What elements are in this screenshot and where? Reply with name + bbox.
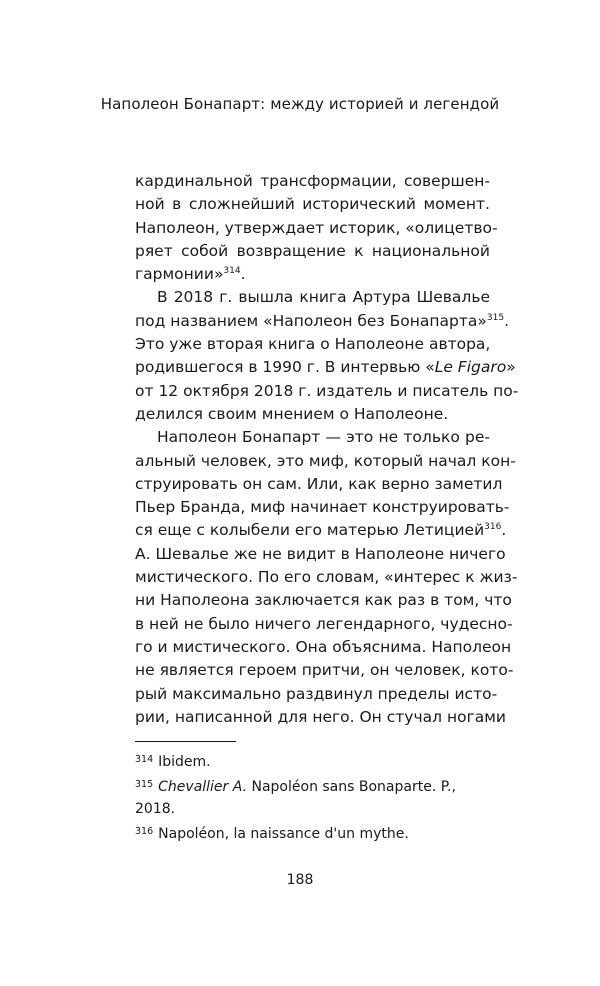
text-line: мистического. По его словам, «интерес к жиз- [135, 568, 518, 587]
footnote-text: Napoléon, la naissance d'un mythe. [158, 826, 409, 842]
text-line: альный человек, это миф, который начал кон- [135, 451, 516, 470]
text-line: Это уже вторая книга о Наполеоне автора, [135, 335, 491, 354]
text-line: в ней не было ничего легендарного, чудесно- [135, 614, 513, 633]
text-line [135, 519, 507, 542]
text-line: В 2018 г. вышла книга Артура Шевалье [157, 288, 490, 307]
text-line: А. Шевалье же не видит в Наполеоне ничего [135, 544, 506, 563]
text-line [135, 356, 516, 379]
footnote-316 [135, 823, 490, 845]
footnote-divider [135, 741, 236, 742]
footnote-number: 315 [135, 779, 154, 790]
newspaper-title: Le Figaro [434, 358, 507, 377]
text-line: от 12 октября 2018 г. издатель и писатель по- [135, 381, 519, 400]
text-line: не является героем притчи, он человек, кото- [135, 661, 514, 680]
text-fragment: гармонии» [135, 265, 224, 284]
text-line: ной в сложнейший исторический момент. [135, 195, 490, 214]
page-number: 188 [286, 872, 314, 888]
running-title: Наполеон Бонапарт: между историей и легендой [100, 95, 500, 113]
footnote-314 [135, 751, 490, 773]
period: . [240, 265, 246, 284]
text-fragment: ся еще с колыбели его матерью Летицией [135, 521, 485, 540]
text-line [135, 310, 509, 333]
footnote-text: Napoléon sans Bonaparte. P., [247, 779, 456, 795]
footnote-text: 2018. [135, 801, 176, 817]
footnote-author: Chevallier A. [158, 779, 248, 795]
footnotes [135, 751, 490, 845]
footnote-ref-316: 316 [484, 522, 502, 533]
text-fragment: » [506, 358, 516, 377]
text-line: Наполеон Бонапарт — это не только ре- [157, 428, 490, 447]
text-fragment: под названием «Наполеон без Бонапарта» [135, 311, 487, 330]
period: . [501, 521, 507, 540]
text-line: Пьер Бранда, миф начинает конструировать- [135, 498, 510, 517]
period: . [504, 311, 509, 330]
footnote-315 [135, 776, 490, 820]
text-line [135, 263, 490, 286]
text-line: делился своим мнением о Наполеоне. [135, 404, 449, 423]
footnote-text: Ibidem. [158, 754, 211, 770]
text-line: ни Наполеона заключается как раз в том, что [135, 591, 512, 610]
footnote-number: 314 [135, 754, 154, 765]
text-fragment: родившегося в 1990 г. В интервью « [135, 358, 435, 377]
text-line: Наполеон, утверждает историк, «олицетво- [135, 218, 498, 237]
footnote-ref-315: 315 [486, 312, 505, 323]
text-line: рии, написанной для него. Он стучал ногами [135, 707, 506, 726]
footnote-number: 316 [135, 826, 154, 837]
text-line: го и мистического. Она объяснима. Наполеон [135, 637, 512, 656]
footnote-ref-314: 314 [223, 266, 241, 277]
text-line: струировать он сам. Или, как верно заметил [135, 474, 503, 493]
body-text [135, 170, 519, 729]
text-line: рый максимально раздвинул пределы исто- [135, 684, 498, 703]
text-line: ряет собой возвращение к национальной [135, 241, 490, 260]
text-line: кардинальной трансформации, совершен- [135, 172, 490, 190]
